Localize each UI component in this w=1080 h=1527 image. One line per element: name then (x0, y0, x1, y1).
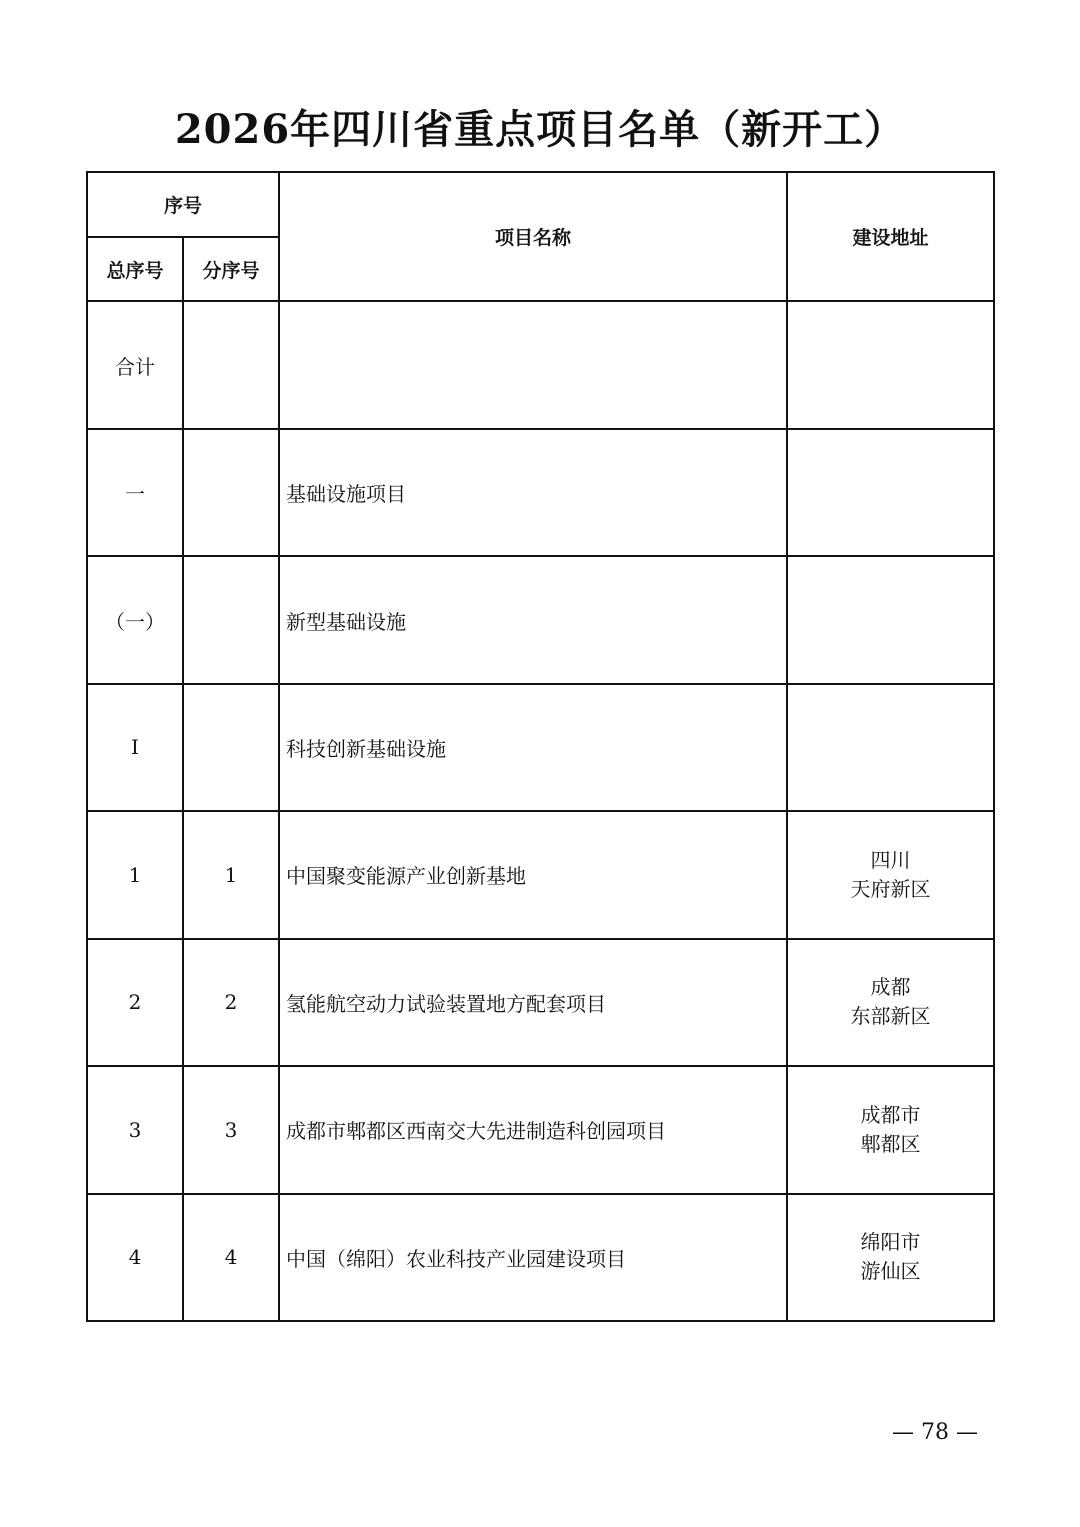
cell-sub-seq: 2 (183, 939, 279, 1066)
table-row (87, 811, 994, 938)
table-row (87, 301, 994, 428)
cell-sub-seq (183, 684, 279, 811)
cell-address (787, 301, 994, 428)
cell-total-seq: 合计 (87, 301, 183, 428)
cell-address (787, 684, 994, 811)
table-row (87, 939, 994, 1066)
table-row (87, 429, 994, 556)
cell-address (787, 939, 994, 1066)
cell-sub-seq (183, 556, 279, 683)
cell-project-name: 成都市郫都区西南交大先进制造科创园项目 (279, 1066, 787, 1193)
cell-sub-seq (183, 301, 279, 428)
cell-total-seq: 4 (87, 1194, 183, 1322)
address-line-1: 成都 (870, 975, 911, 1000)
address-line-2: 东部新区 (850, 1004, 931, 1029)
table-row (87, 556, 994, 683)
cell-sub-seq: 1 (183, 811, 279, 938)
cell-sub-seq: 3 (183, 1066, 279, 1193)
address-line-1: 四川 (870, 847, 911, 872)
cell-total-seq: 2 (87, 939, 183, 1066)
cell-project-name: 科技创新基础设施 (279, 684, 787, 811)
table-row (87, 1194, 994, 1322)
cell-project-name: 基础设施项目 (279, 429, 787, 556)
cell-total-seq: 1 (87, 811, 183, 938)
cell-sub-seq: 4 (183, 1194, 279, 1322)
cell-project-name: 新型基础设施 (279, 556, 787, 683)
address-line-2: 天府新区 (850, 876, 931, 901)
header-project-name: 项目名称 (279, 172, 787, 301)
address-line-2: 郫都区 (860, 1131, 921, 1156)
header-seq: 序号 (87, 172, 279, 237)
cell-total-seq: （一） (87, 556, 183, 683)
address-line-1: 成都市 (860, 1102, 921, 1127)
cell-address (787, 1194, 994, 1322)
header-row (87, 172, 994, 237)
cell-total-seq: 一 (87, 429, 183, 556)
table-row (87, 1066, 994, 1193)
table-row (87, 684, 994, 811)
cell-total-seq: 3 (87, 1066, 183, 1193)
cell-address (787, 429, 994, 556)
cell-project-name (279, 301, 787, 428)
header-address: 建设地址 (787, 172, 994, 301)
header-sub-seq: 分序号 (183, 237, 279, 302)
project-table (86, 171, 995, 1322)
cell-total-seq: I (87, 684, 183, 811)
cell-project-name: 中国聚变能源产业创新基地 (279, 811, 787, 938)
cell-project-name: 氢能航空动力试验装置地方配套项目 (279, 939, 787, 1066)
address-line-2: 游仙区 (860, 1259, 921, 1284)
cell-sub-seq (183, 429, 279, 556)
cell-address (787, 811, 994, 938)
cell-project-name: 中国（绵阳）农业科技产业园建设项目 (279, 1194, 787, 1322)
header-total-seq: 总序号 (87, 237, 183, 302)
page-number: — 78 — (892, 1420, 978, 1445)
page-title: 2026年四川省重点项目名单（新开工） (174, 106, 906, 153)
cell-address (787, 1066, 994, 1193)
address-line-1: 绵阳市 (860, 1230, 921, 1255)
cell-address (787, 556, 994, 683)
